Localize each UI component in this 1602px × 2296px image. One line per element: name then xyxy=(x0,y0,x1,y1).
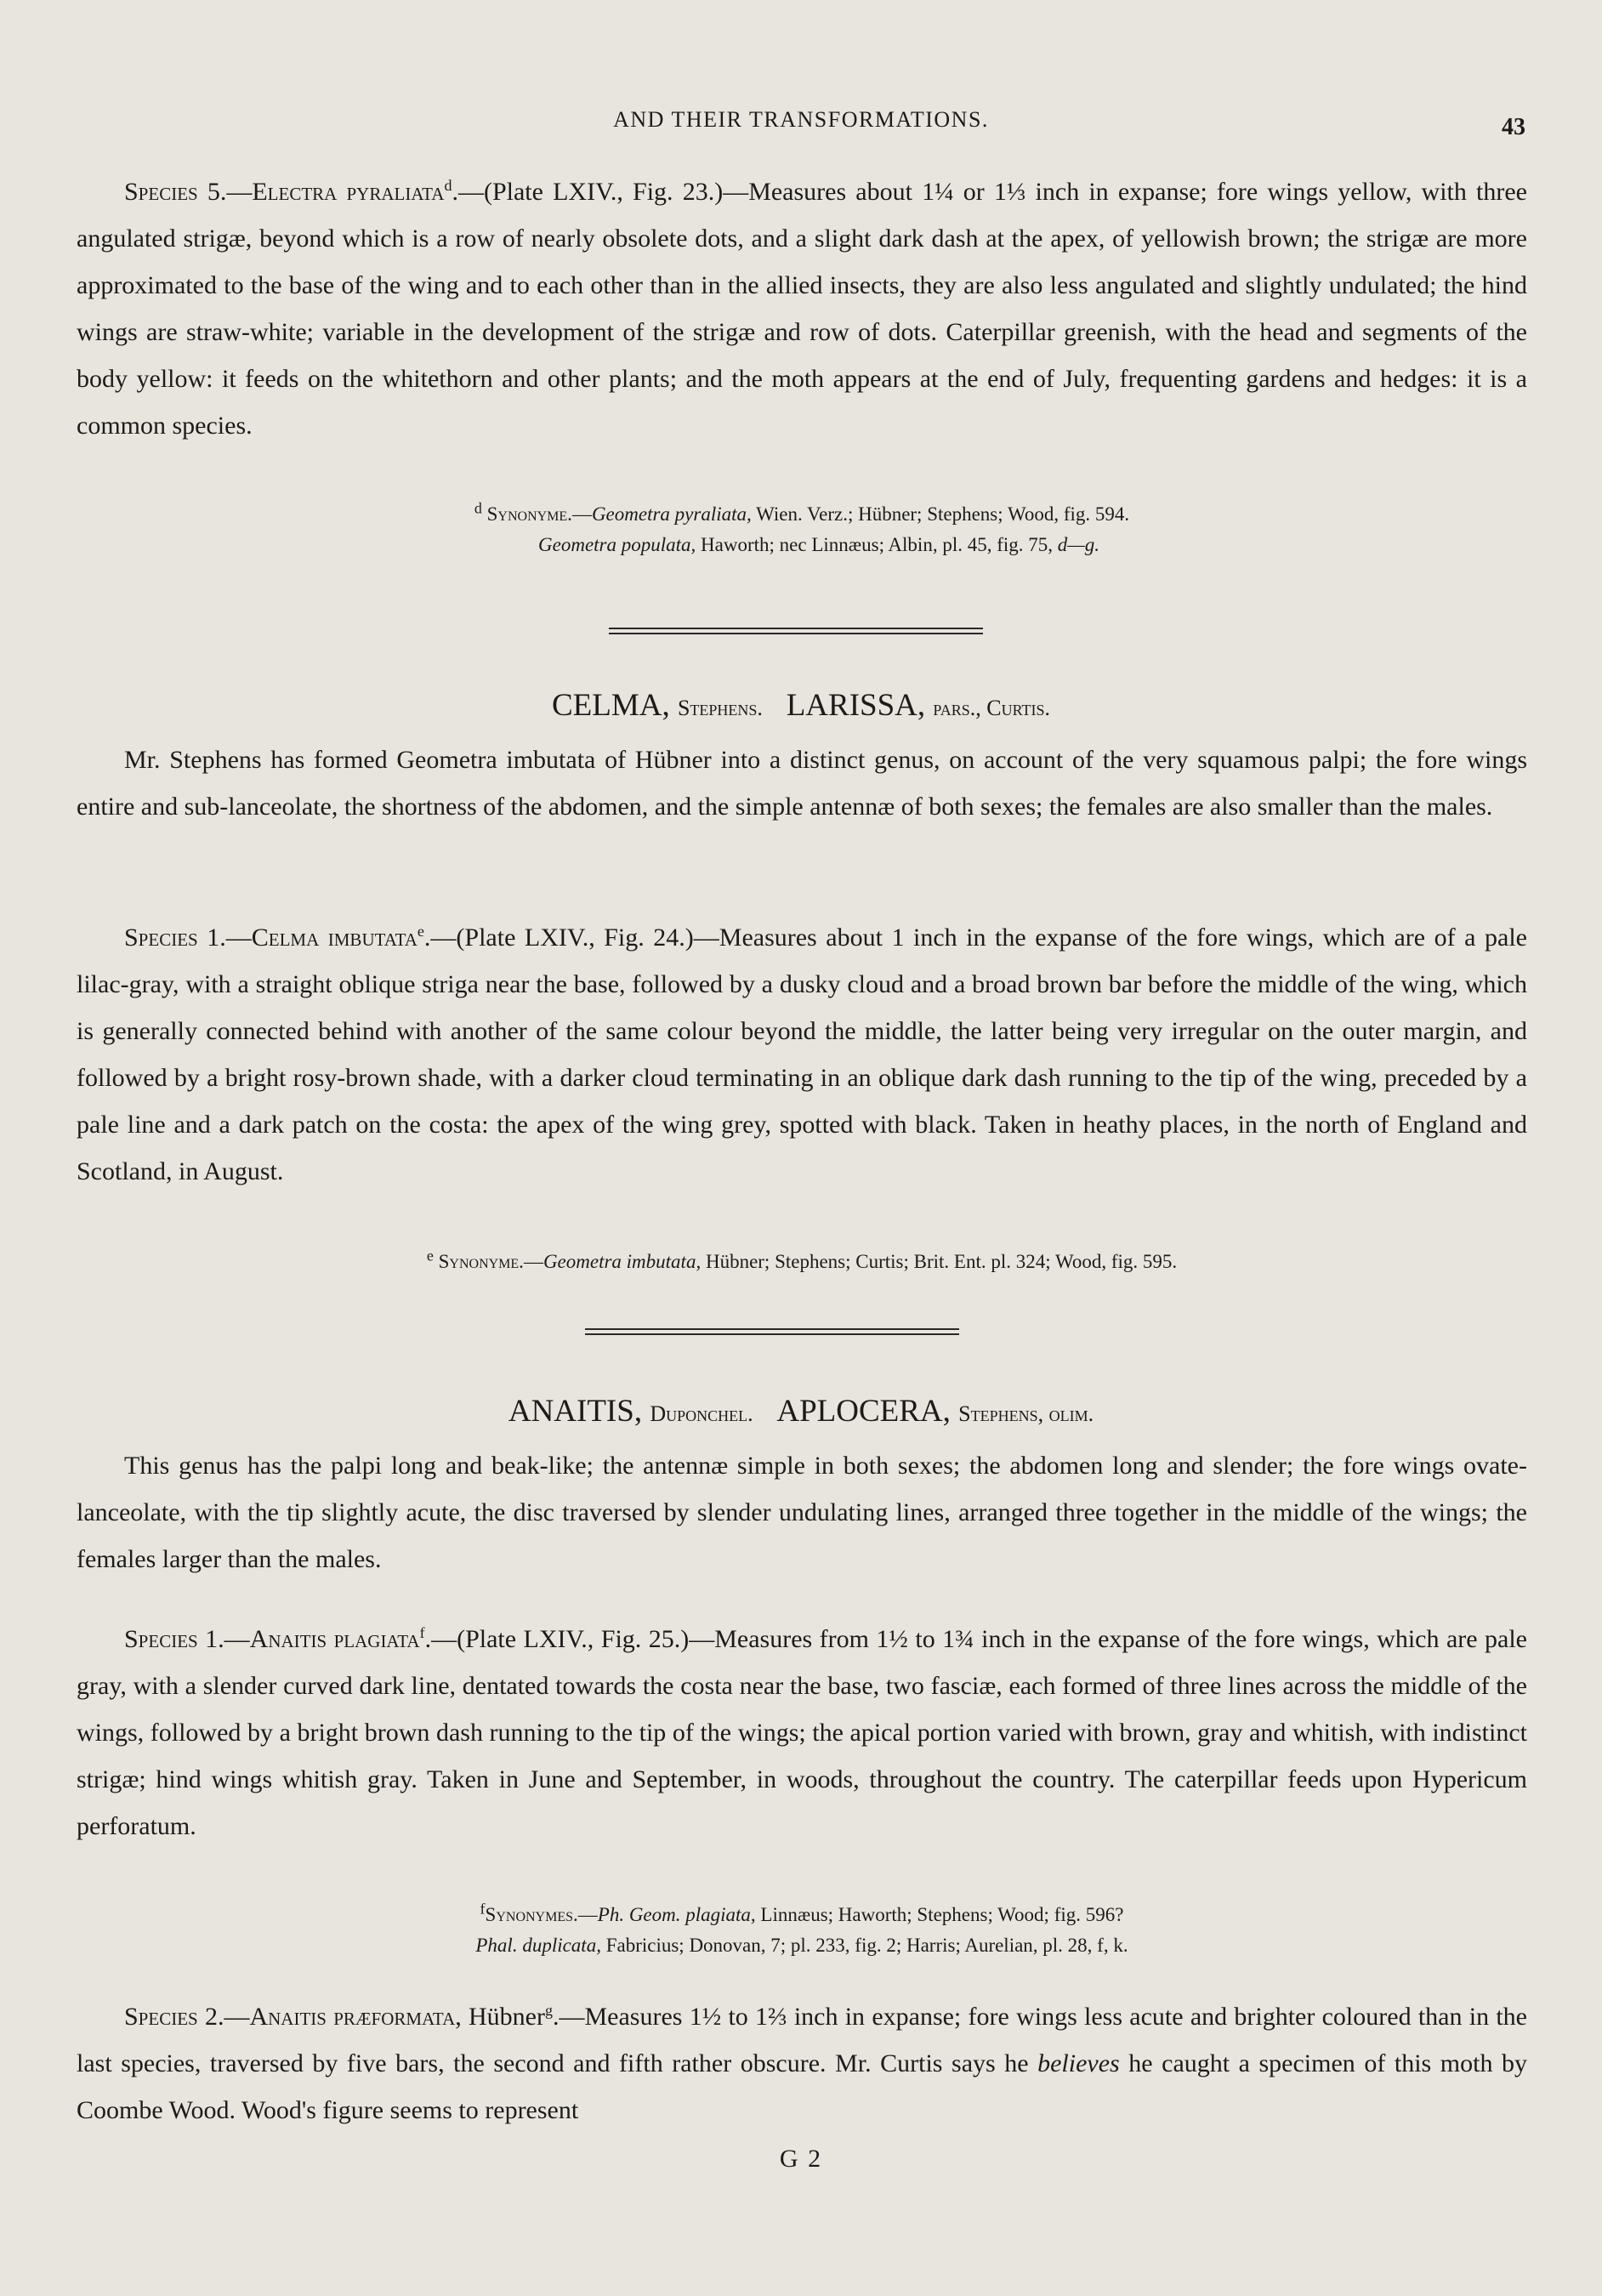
emphasis: believes xyxy=(1037,2049,1120,2077)
running-head: AND THEIR TRANSFORMATIONS. xyxy=(613,107,989,132)
synonym-refs: Hübner; Stephens; Curtis; Brit. Ent. pl. 324; Wood, fig. 595. xyxy=(701,1251,1178,1272)
footnote-label: Synonymes. xyxy=(485,1904,578,1925)
footnote-reference: d xyxy=(444,177,452,194)
genus-name: CELMA, xyxy=(551,688,678,723)
section-divider xyxy=(609,628,983,629)
footnote-reference: e xyxy=(417,923,424,940)
species-lead: Species 1.—Celma imbutata xyxy=(124,924,418,952)
species-lead: Species 1.—Anaitis plagiata xyxy=(124,1625,420,1653)
celma-footnote xyxy=(77,1247,1527,1277)
genus-intro-paragraph xyxy=(77,736,1527,830)
synonym-name: Geometra populata, xyxy=(538,534,696,555)
footnote-line: $^e$ Synonyme.—Geometra imbutata, Hübner; Stephens; Curtis; Brit. Ent. pl. 324; Wood, fig. 595. xyxy=(426,1247,1178,1272)
anaitis-species-2-paragraph xyxy=(77,1993,1527,2134)
genus-heading-celma xyxy=(0,687,1602,724)
anaitis-species-1-section xyxy=(77,1616,1527,1850)
footnote-mark: d xyxy=(474,499,482,517)
genus-name: ANAITIS, xyxy=(508,1394,650,1429)
synonym-name: Geometra pyraliata, xyxy=(591,503,752,525)
genus-name: APLOCERA, xyxy=(776,1394,959,1429)
species-author: Hübner xyxy=(461,2003,545,2031)
genus-author: Duponchel. xyxy=(650,1401,753,1426)
footnote-line xyxy=(77,1930,1527,1961)
synonym-name: Phal. duplicata, xyxy=(475,1935,601,1956)
section-divider xyxy=(585,1328,959,1330)
anaitis-species-1-paragraph xyxy=(77,1616,1527,1850)
intro-text: Mr. Stephens has formed Geometra imbutata of Hübner into a distinct genus, on account of the very squamous palpi; the fore wings entire and sub-lanceolate, the shortness of the abdomen, and the simple antennæ of both sexes; the females are also smaller than the males. xyxy=(77,746,1527,821)
page-number: 43 xyxy=(1502,114,1525,140)
synonym-name: Ph. Geom. plagiata, xyxy=(597,1904,756,1925)
synonym-refs: Fabricius; Donovan, 7; pl. 233, fig. 2; Harris; Aurelian, pl. 28, f, k. xyxy=(600,1935,1128,1956)
celma-species-1-section xyxy=(77,914,1527,1195)
footnote-reference: g xyxy=(544,2002,553,2019)
footnote-line xyxy=(77,530,1527,560)
footnote-mark: f xyxy=(480,1900,486,1918)
genus-heading-anaitis xyxy=(0,1393,1602,1429)
synonym-name: Geometra imbutata, xyxy=(543,1251,702,1272)
synonym-refs: Haworth; nec Linnæus; Albin, pl. 45, fig. 75, xyxy=(696,534,1054,555)
footnote-mark: e xyxy=(426,1247,434,1265)
synonym-refs: Linnæus; Haworth; Stephens; Wood; fig. 596? xyxy=(755,1904,1124,1925)
genus-author: pars., Curtis. xyxy=(933,696,1051,720)
signature-mark: G 2 xyxy=(779,2145,823,2173)
synonym-refs: Wien. Verz.; Hübner; Stephens; Wood, fig. 594. xyxy=(751,503,1130,525)
genus-author: Stephens. xyxy=(677,696,763,720)
species-body-cont: he caught a specimen of this moth by Coombe Wood. Wood's figure seems to represent xyxy=(77,2049,1527,2124)
genus-name: LARISSA, xyxy=(786,688,934,723)
electra-species-5-section xyxy=(77,168,1527,449)
species-body: .—Measures 1½ to 1⅔ inch in expanse; fore wings less acute and brighter coloured than in the last species, traversed by five bars, the second and fifth rather obscure. Mr. Curtis says he xyxy=(77,2003,1527,2077)
footnote-reference: f xyxy=(419,1624,425,1641)
footnote-label: Synonyme. xyxy=(486,503,572,525)
species-body: .—(Plate LXIV., Fig. 25.)—Measures from 1½ to 1¾ inch in the expanse of the fore wings, which are pale gray, with a slender curved dark line, dentated towards the costa near the base, two fasciæ, each formed of three lines across the middle of the wings, followed by a bright brown dash running to the tip of the wings; the apical portion varied with brown, gray and whitish, with indistinct strigæ; hind wings whitish gray. Taken in June and September, in woods, throughout the country. The caterpillar feeds upon Hypericum perforatum. xyxy=(77,1625,1527,1840)
intro-text: This genus has the palpi long and beak-like; the antennæ simple in both sexes; the abdomen long and slender; the fore wings ovate-lanceolate, with the tip slightly acute, the disc traversed by slender undulating lines, arranged three together in the middle of the wings; the females larger than the males. xyxy=(77,1452,1527,1573)
footnote-line: $^d$ Synonyme.—Geometra pyraliata, Wien. Verz.; Hübner; Stephens; Wood, fig. 594. xyxy=(474,499,1130,525)
genus-intro-paragraph xyxy=(77,1442,1527,1583)
footnote-line: $^f$Synonymes.—Ph. Geom. plagiata, Linnæus; Haworth; Stephens; Wood; fig. 596? xyxy=(480,1900,1124,1925)
electra-species-5-paragraph xyxy=(77,168,1527,449)
anaitis-species-2-section xyxy=(77,1993,1527,2134)
genus-author: Stephens, olim. xyxy=(958,1401,1094,1426)
species-body: .—(Plate LXIV., Fig. 23.)—Measures about 1¼ or 1⅓ inch in expanse; fore wings yellow, with three angulated strigæ, beyond which is a row of nearly obsolete dots, and a slight dark dash at the apex, of yellowish brown; the strigæ are more approximated to the base of the wing and to each other than in the allied insects, they are also less angulated and slightly undulated; the hind wings are straw-white; variable in the development of the strigæ and row of dots. Caterpillar greenish, with the head and segments of the body yellow: it feeds on the whitethorn and other plants; and the moth appears at the end of July, frequenting gardens and hedges: it is a common species. xyxy=(77,178,1527,440)
electra-footnote xyxy=(77,499,1527,560)
species-lead: Species 2.—Anaitis præformata, xyxy=(124,2003,462,2031)
footnote-label: Synonyme. xyxy=(438,1251,524,1272)
celma-species-1-paragraph xyxy=(77,914,1527,1195)
anaitis-footnote xyxy=(77,1900,1527,1961)
synonym-figs: d—g. xyxy=(1057,534,1099,555)
celma-intro xyxy=(77,736,1527,830)
species-lead: Species 5.—Electra pyraliata xyxy=(124,178,445,206)
anaitis-intro xyxy=(77,1442,1527,1583)
species-body: .—(Plate LXIV., Fig. 24.)—Measures about 1 inch in the expanse of the fore wings, which are of a pale lilac-gray, with a straight oblique striga near the base, followed by a dusky cloud and a broad brown bar before the middle of the wing, which is generally connected behind with another of the same colour beyond the middle, the latter being very irregular on the outer margin, and followed by a bright rosy-brown shade, with a darker cloud terminating in an oblique dark dash running to the tip of the wing, preceded by a pale line and a dark patch on the costa: the apex of the wing grey, spotted with black. Taken in heathy places, in the north of England and Scotland, in August. xyxy=(77,924,1527,1185)
